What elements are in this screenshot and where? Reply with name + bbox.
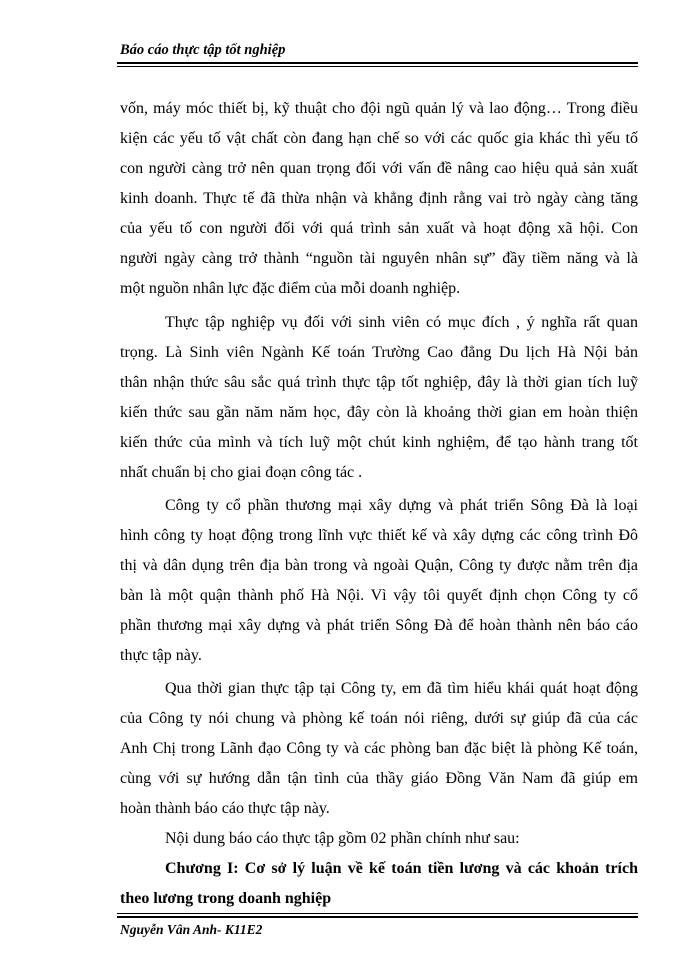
running-header-title: Báo cáo thực tập tốt nghiệp (120, 42, 286, 58)
paragraph-2-line: Thực tập nghiệp vụ đối với sinh viên có mục đích , ý nghĩa rất quan (165, 314, 638, 331)
paragraph-3-line: thị và dân dụng trên địa bàn trong và ngoài Quận, Công ty được nằm trên địa (120, 557, 638, 574)
paragraph-1-line: con người càng trở nên quan trọng đối với vấn đề nâng cao hiệu quả sản xuất (120, 160, 638, 177)
paragraph-2-line: kiến thức của mình và tích luỹ một chút kinh nghiệm, để tạo hành trang tốt (120, 434, 638, 451)
paragraph-3-line: thực tập này. (120, 647, 202, 664)
paragraph-3-line: Công ty cổ phần thương mại xây dựng và phát triển Sông Đà là loại (165, 497, 638, 514)
paragraph-2-line: thân nhận thức sâu sắc quá trình thực tập tốt nghiệp, đây là thời gian tích luỹ (120, 374, 638, 391)
paragraph-2-line: kiến thức sau gần năm năm học, đây còn là khoảng thời gian em hoàn thiện (120, 404, 638, 421)
chapter-heading-line: Chương I: Cơ sở lý luận về kế toán tiền lương và các khoản trích (165, 860, 638, 877)
header-rule-thick (117, 62, 638, 64)
footer-rule-thick (117, 916, 638, 918)
footer-author: Nguyễn Vân Anh- K11E2 (120, 922, 263, 937)
chapter-heading-line: theo lương trong doanh nghiệp (120, 890, 332, 907)
paragraph-1-line: một nguồn nhân lực đặc điểm của mỗi doanh nghiệp. (120, 280, 461, 297)
paragraph-1-line: kiện các yếu tố vật chất còn đang hạn chế so với các quốc gia khác thì yếu tố (120, 130, 638, 147)
header-rule-thin (117, 66, 638, 67)
paragraph-1-line: vốn, máy móc thiết bị, kỹ thuật cho đội ngũ quản lý và lao động… Trong điều (120, 100, 638, 117)
paragraph-5-line: Nội dung báo cáo thực tập gồm 02 phần chính như sau: (165, 830, 520, 847)
paragraph-1-line: người ngày càng trở thành “nguồn tài nguyên nhân sự” đầy tiềm năng và là (120, 250, 638, 267)
footer-rule-thin (117, 913, 638, 914)
paragraph-4-line: cùng với sự hướng dẫn tận tình của thầy giáo Đồng Văn Nam đã giúp em (120, 770, 638, 787)
paragraph-3-line: phần thương mại xây dựng và phát triển Sông Đà để hoàn thành nên báo cáo (120, 617, 638, 634)
paragraph-2-line: nhất chuẩn bị cho giai đoạn công tác . (120, 464, 363, 481)
paragraph-2-line: trọng. Là Sinh viên Ngành Kế toán Trường Cao đẳng Du lịch Hà Nội bản (120, 344, 638, 361)
paragraph-1-line: kinh doanh. Thực tế đã thừa nhận và khẳng định rằng vai trò ngày càng tăng (120, 190, 638, 207)
paragraph-4-line: Qua thời gian thực tập tại Công ty, em đã tìm hiểu khái quát hoạt động (165, 680, 638, 697)
paragraph-3-line: bàn là một quận thành phố Hà Nội. Vì vậy tôi quyết định chọn Công ty cổ (120, 587, 638, 604)
paragraph-4-line: Anh Chị trong Lãnh đạo Công ty và các phòng ban đặc biệt là phòng Kế toán, (120, 740, 638, 757)
paragraph-4-line: của Công ty nói chung và phòng kế toán nói riêng, dưới sự giúp đã của các (120, 710, 638, 727)
paragraph-4-line: hoàn thành báo cáo thực tập này. (120, 800, 330, 817)
paragraph-3-line: hình công ty hoạt động trong lĩnh vực thiết kế và xây dựng các công trình Đô (120, 527, 638, 544)
paragraph-1-line: của yếu tố con người đối với quá trình sản xuất và hoạt động xã hội. Con (120, 220, 638, 237)
